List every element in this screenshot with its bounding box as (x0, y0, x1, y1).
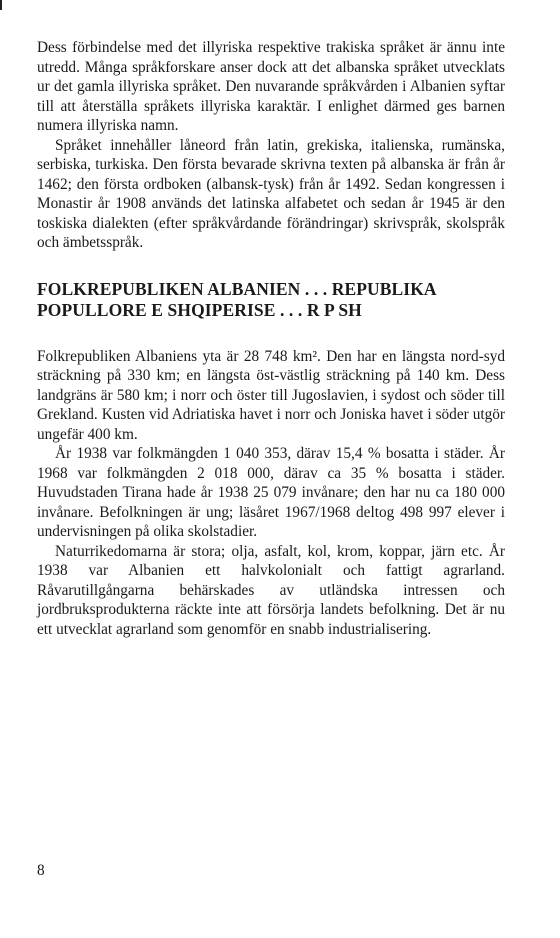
page-number: 8 (37, 862, 45, 879)
section-heading-line-2: POPULLORE E SHQIPERISE . . . R P SH (37, 299, 362, 320)
body-paragraph-1: Folkrepubliken Albaniens yta är 28 748 km². Den har en längsta nord-syd sträckning på 330 km; en längsta öst-västlig sträckning på 140 km. Dess landgräns är 580 km; i norr och öster till Jugoslavien, i sydost och söder till Grekland. Kusten vid Adriatiska havet i norr och Joniska havet i söder utgör ungefär 400 km. (37, 347, 505, 443)
intro-paragraph-1: Dess förbindelse med det illyriska respektive trakiska språket är ännu inte utredd. Många språkforskare anser dock att det albanska språket utvecklats ur det gamla illyriska språket. Den nuvarande språkvården i Albanien syftar till att återställa språkets illyriska karaktär. I enlighet därmed ges barnen numera illyriska namn. (37, 39, 505, 134)
body-paragraph-2: År 1938 var folkmängden 1 040 353, därav 15,4 % bosatta i städer. År 1968 var folkmängden 2 018 000, därav ca 35 % bosatta i städer. Huvudstaden Tirana hade år 1938 25 079 invånare; den har nu ca 180 000 invånare. Befolkningen är ung; läsåret 1967/1968 deltog 498 997 elever i undervisningen på olika skolstadier. (37, 445, 505, 540)
section-heading (37, 279, 505, 321)
section-body (37, 347, 505, 640)
section-heading-line-1: FOLKREPUBLIKEN ALBANIEN . . . REPUBLIKA (37, 278, 437, 299)
body-paragraph-3: Naturrikedomarna är stora; olja, asfalt, kol, krom, koppar, järn etc. År 1938 var Albanien ett halvkolonialt och fattigt agrarland. Råvarutillgångarna behärskades av utländska intressen och jordbruksprodukterna räckte inte att försörja landets befolkning. Det är nu ett utvecklat agrarland som genomför en snabb industrialisering. (37, 542, 505, 638)
intro-paragraph-2: Språket innehåller låneord från latin, grekiska, italienska, rumänska, serbiska, turkiska. Den första bevarade skrivna texten på albanska är från år 1462; den första ordboken (albansk-tysk) från år 1492. Sedan kongressen i Monastir år 1908 används det latinska alfabetet och sedan år 1945 är den toskiska dialekten (efter språkvårdande förändringar) skrivspråk, skolspråk och ämbetsspråk. (37, 136, 505, 251)
document-page (37, 38, 505, 639)
intro-section (37, 38, 505, 253)
page-edge-mark (0, 0, 2, 10)
